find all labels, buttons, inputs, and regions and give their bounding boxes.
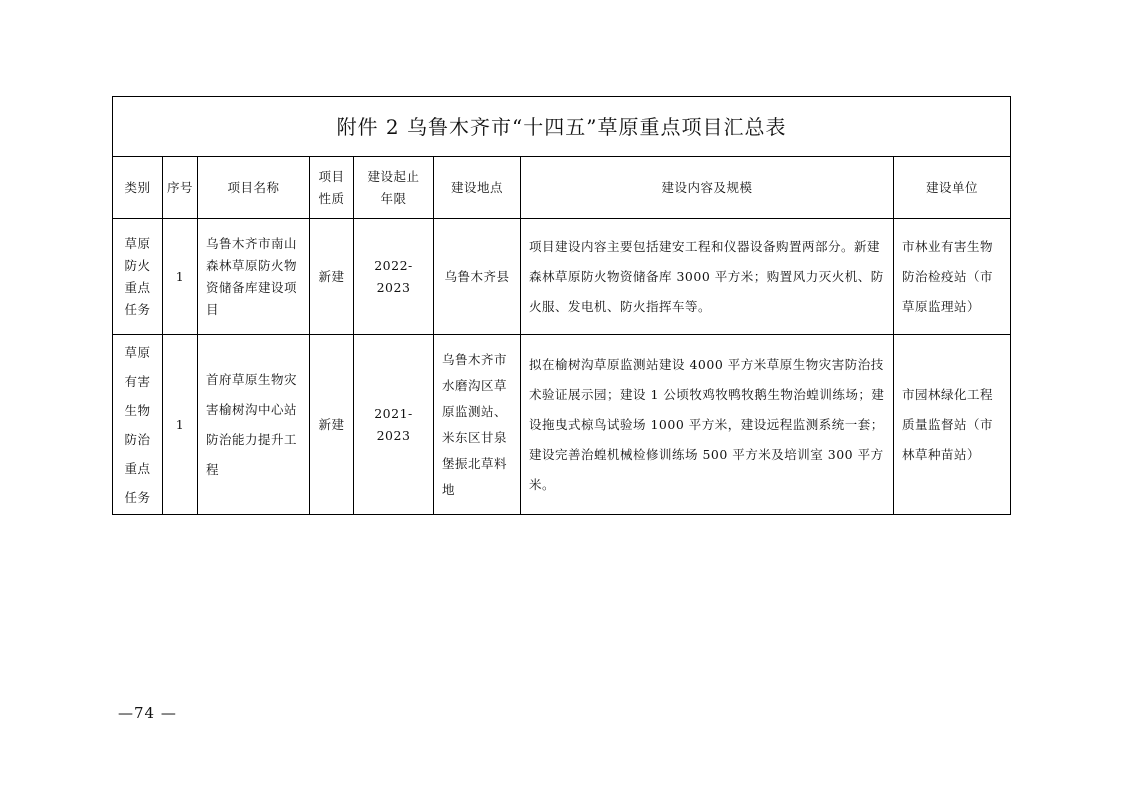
row-category (113, 219, 163, 335)
row-unit: 市园林绿化工程质量监督站（市林草种苗站） (894, 335, 1011, 515)
table-row (113, 335, 1011, 515)
header-number (163, 157, 198, 219)
row-content: 拟在榆树沟草原监测站建设 4000 平方米草原生物灾害防治技术验证展示园；建设 1 公顷牧鸡牧鸭牧鹅生物治蝗训练场；建设拖曳式椋鸟试验场 1000 平方米，建设远程监测系统一套；建设完善治蝗机械检修训练场 500 平方米及培训室 300 平方米。 (521, 335, 894, 515)
row-unit: 市林业有害生物防治检疫站（市草原监理站） (894, 219, 1011, 335)
row-content: 项目建设内容主要包括建安工程和仪器设备购置两部分。新建森林草原防火物资储备库 3000 平方米；购置风力灭火机、防火服、发电机、防火指挥车等。 (521, 219, 894, 335)
header-nature (310, 157, 354, 219)
table-title: 附件 2 乌鲁木齐市“十四五”草原重点项目汇总表 (113, 97, 1011, 157)
row-category-text: 草原有害生物防治重点任务 (124, 344, 151, 505)
header-project-name: 项目名称 (198, 157, 310, 219)
header-category: 类别 (113, 157, 163, 219)
summary-table (112, 96, 1011, 515)
row-number: 1 (163, 335, 198, 515)
header-location: 建设地点 (434, 157, 521, 219)
row-project-name: 乌鲁木齐市南山森林草原防火物资储备库建设项目 (198, 219, 310, 335)
row-category-text: 草原防火重点任务 (124, 235, 151, 317)
row-nature: 新建 (310, 335, 354, 515)
header-period (354, 157, 434, 219)
header-nature-label: 项目性质 (318, 168, 345, 206)
table-row (113, 219, 1011, 335)
row-period: 2022-2023 (354, 219, 434, 335)
row-location: 乌鲁木齐市水磨沟区草原监测站、米东区甘泉堡振北草料地 (434, 335, 521, 515)
row-category (113, 335, 163, 515)
row-location: 乌鲁木齐县 (434, 219, 521, 335)
row-number: 1 (163, 219, 198, 335)
row-period: 2021-2023 (354, 335, 434, 515)
header-row (113, 157, 1011, 219)
page-number: —74 — (118, 704, 177, 722)
header-period-label: 建设起止年限 (367, 168, 420, 206)
row-project-name: 首府草原生物灾害榆树沟中心站防治能力提升工程 (198, 335, 310, 515)
header-number-label: 序号 (166, 179, 193, 195)
row-nature: 新建 (310, 219, 354, 335)
header-content: 建设内容及规模 (521, 157, 894, 219)
header-unit: 建设单位 (894, 157, 1011, 219)
